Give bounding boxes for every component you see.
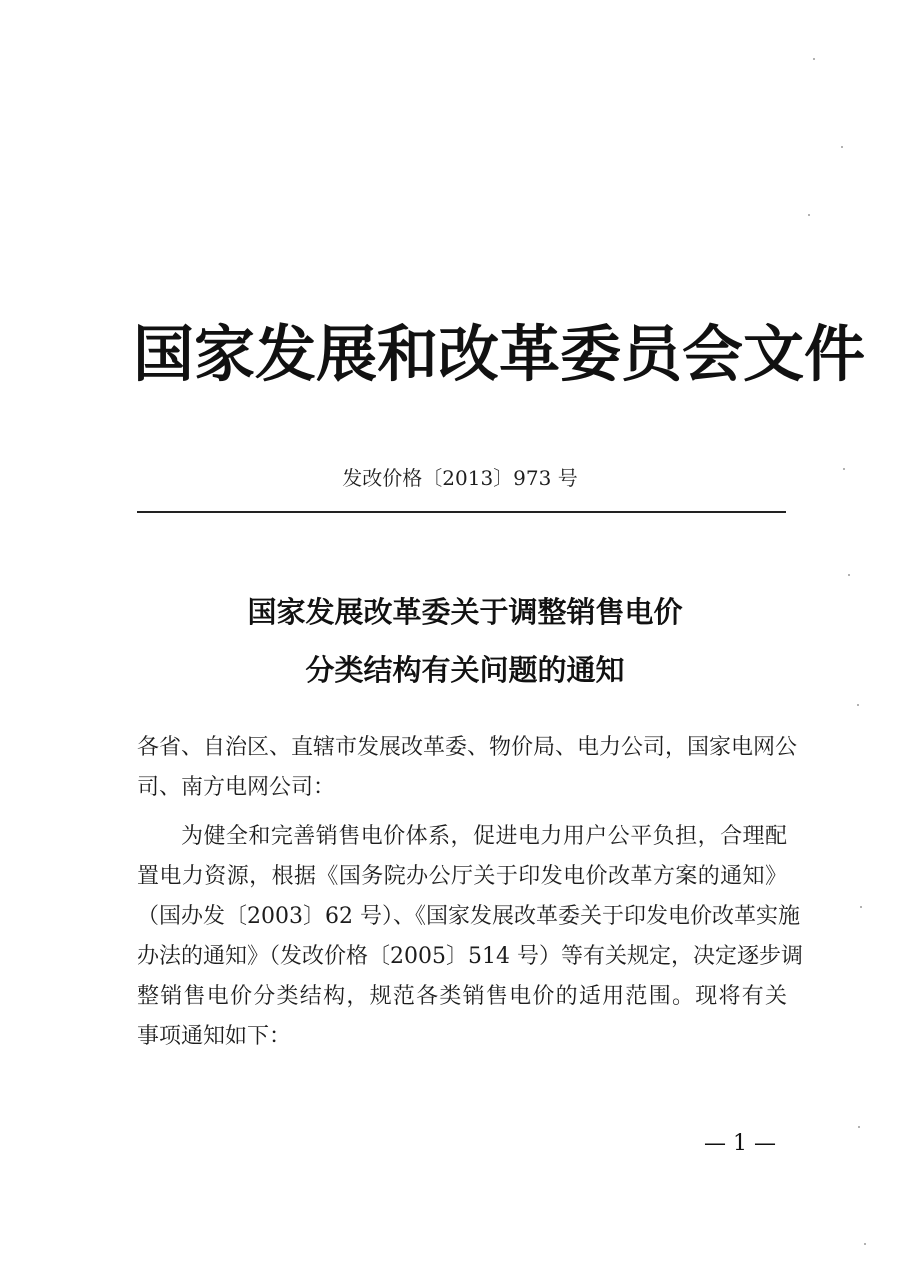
issuing-authority-header: 国家发展和改革委员会文件 xyxy=(133,319,866,390)
header-divider xyxy=(137,511,786,513)
body-line: 事项通知如下： xyxy=(137,1024,292,1049)
scan-speck xyxy=(864,1243,866,1245)
body-line: （国办发〔2003〕62 号）、《国家发展改革委关于印发电价改革实施 xyxy=(137,904,800,929)
page-number: — 1 — xyxy=(704,1131,776,1156)
scan-speck xyxy=(813,58,815,60)
scan-speck xyxy=(857,704,859,706)
notice-title-line: 国家发展改革委关于调整销售电价 xyxy=(247,595,683,629)
addressee-block xyxy=(137,728,798,808)
addressee-line: 各省、自治区、直辖市发展改革委、物价局、电力公司，国家电网公 xyxy=(137,735,798,760)
scan-speck xyxy=(841,146,843,148)
body-line: 置电力资源，根据《国务院办公厅关于印发电价改革方案的通知》 xyxy=(137,864,787,889)
body-line: 整销售电价分类结构，规范各类销售电价的适用范围。现将有关 xyxy=(137,984,787,1009)
body-paragraph xyxy=(137,817,803,1057)
notice-title xyxy=(150,583,780,699)
addressee-line: 司、南方电网公司： xyxy=(137,775,336,800)
scan-speck xyxy=(843,468,845,470)
scan-speck xyxy=(808,214,810,216)
scan-speck xyxy=(858,1126,860,1128)
scan-speck xyxy=(848,574,850,576)
document-number: 发改价格〔2013〕973 号 xyxy=(342,466,578,490)
body-line: 办法的通知》（发改价格〔2005〕514 号）等有关规定，决定逐步调 xyxy=(137,944,803,969)
body-line: 为健全和完善销售电价体系，促进电力用户公平负担，合理配 xyxy=(181,824,787,849)
scan-speck xyxy=(860,906,862,908)
notice-title-line: 分类结构有关问题的通知 xyxy=(305,653,625,687)
